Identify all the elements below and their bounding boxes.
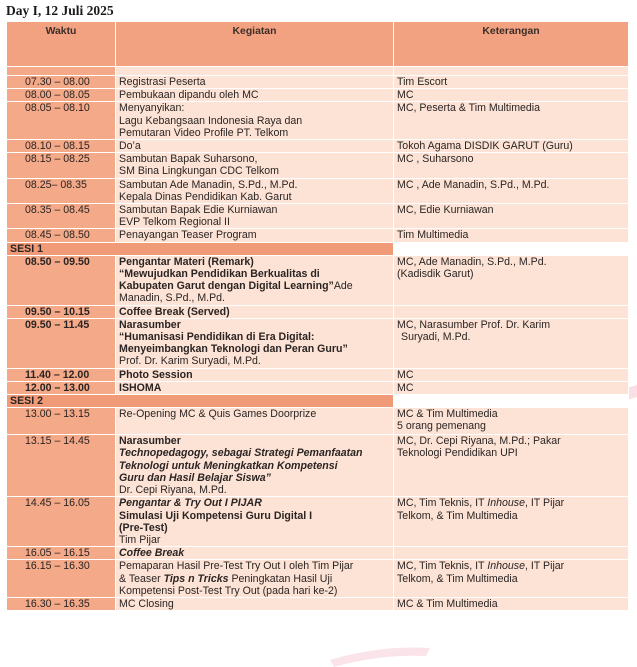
note-cell: MC, Ade Manadin, S.Pd., M.Pd. (Kadisdik Garut) [394,255,629,305]
activity-cell [116,318,394,368]
table-row [7,255,629,305]
activity-line: Teknologi untuk Meningkatkan Kompetensi [119,459,338,472]
activity-cell: ISHOMA [116,381,394,394]
activity-cell [116,204,394,229]
activity-cell [116,255,394,305]
header-kegiatan: Kegiatan [116,22,394,67]
table-row [7,89,629,102]
table-row [7,102,629,140]
activity-line: “Mewujudkan Pendidikan Berkualitas di [119,268,320,281]
activity-line: Pengantar & Try Out I PIJAR [119,497,262,510]
table-row [7,368,629,381]
time-cell: 08.10 – 08.15 [7,140,116,153]
time-cell: 12.00 – 13.00 [7,381,116,394]
activity-line: SM Bina Lingkungan CDC Telkom [119,165,279,178]
time-cell: 08.15 – 08.25 [7,153,116,178]
table-row [7,560,629,598]
activity-line: Menyanyikan: [119,102,185,115]
time-cell: 08.35 – 08.45 [7,204,116,229]
time-cell: 08.05 – 08.10 [7,102,116,140]
activity-cell: Penayangan Teaser Program [116,229,394,242]
table-row [7,547,629,560]
table-row [7,229,629,242]
table-row [7,318,629,368]
activity-cell: Re-Opening MC & Quis Games Doorprize [116,408,394,435]
activity-cell: Photo Session [116,368,394,381]
activity-line: “Humanisasi Pendidikan di Era Digital: [119,331,315,344]
activity-line: Sambutan Bapak Suharsono, [119,153,258,166]
activity-cell [116,560,394,598]
activity-line: Simulasi Uji Kompetensi Guru Digital I [119,509,313,522]
activity-line: Sambutan Bapak Edie Kurniawan [119,204,278,217]
activity-line: Kepala Dinas Pendidikan Kab. Garut [119,190,292,203]
activity-cell [116,102,394,140]
time-cell: 08.50 – 09.50 [7,255,116,305]
activity-line: Prof. Dr. Karim Suryadi, M.Pd. [119,355,261,368]
note-cell [394,547,629,560]
session-row [7,395,629,408]
activity-line: Pemutaran Video Profile PT. Telkom [119,126,289,139]
time-cell: 13.00 – 13.15 [7,408,116,435]
activity-line: Kabupaten Garut dengan Digital Learning”Ade [119,280,353,293]
table-header-row [7,22,629,67]
note-cell: MC, Peserta & Tim Multimedia [394,102,629,140]
activity-cell [116,153,394,178]
header-keterangan: Keterangan [394,22,629,67]
time-cell: 08.45 – 08.50 [7,229,116,242]
note-cell: MC, Narasumber Prof. Dr. Karim Suryadi, M.Pd. [394,318,629,368]
activity-cell [116,435,394,497]
activity-cell [116,497,394,547]
time-cell: 09.50 – 11.45 [7,318,116,368]
activity-line: Lagu Kebangsaan Indonesia Raya dan [119,114,303,127]
header-waktu: Waktu [7,22,116,67]
note-cell: MC, Edie Kurniawan [394,204,629,229]
activity-cell: MC Closing [116,597,394,610]
activity-line: Pengantar Materi (Remark) [119,255,254,268]
page-title: Day I, 12 Juli 2025 [6,3,114,18]
table-row [7,153,629,178]
note-cell: MC [394,89,629,102]
activity-line: Dr. Cepi Riyana, M.Pd. [119,484,227,497]
table-row [7,305,629,318]
table-row [7,76,629,89]
note-cell: MC & Tim Multimedia [394,597,629,610]
table-row [7,497,629,547]
time-cell: 07.30 – 08.00 [7,76,116,89]
table-row [7,204,629,229]
time-cell: 08.25– 08.35 [7,178,116,203]
note-cell: Tim Escort [394,76,629,89]
note-cell: Tim Multimedia [394,229,629,242]
note-cell: MC [394,368,629,381]
session-row [7,242,629,255]
activity-line: Kompetensi Post-Test Try Out (pada hari ke-2) [119,584,338,597]
activity-cell: Registrasi Peserta [116,76,394,89]
schedule-table [6,21,629,611]
table-row [7,408,629,435]
activity-line: Sambutan Ade Manadin, S.Pd., M.Pd. [119,178,298,191]
activity-line: Narasumber [119,318,181,331]
note-cell: MC, Dr. Cepi Riyana, M.Pd.; Pakar Teknologi Pendidikan UPI [394,435,629,497]
note-cell: MC & Tim Multimedia 5 orang pemenang [394,408,629,435]
activity-line: Guru dan Hasil Belajar Siswa” [119,471,271,484]
activity-line: Tim Pijar [119,533,161,546]
spacer-row [7,67,629,76]
table-row [7,381,629,394]
note-cell [394,305,629,318]
activity-line: & Teaser Tips n Tricks Peningkatan Hasil Uji [119,572,333,585]
activity-cell: Coffee Break (Served) [116,305,394,318]
activity-line: Narasumber [119,435,181,448]
activity-line: EVP Telkom Regional II [119,216,230,229]
note-cell: Tokoh Agama DISDIK GARUT (Guru) [394,140,629,153]
note-cell: MC, Tim Teknis, IT Inhouse, IT Pijar Telkom, & Tim Multimedia [394,560,629,598]
activity-cell: Do’a [116,140,394,153]
time-cell: 16.15 – 16.30 [7,560,116,598]
activity-line: (Pre-Test) [119,521,168,534]
table-row [7,140,629,153]
activity-line: Menyeimbangkan Teknologi dan Peran Guru” [119,343,348,356]
table-row [7,435,629,497]
note-cell: MC , Suharsono [394,153,629,178]
time-cell: 09.50 – 10.15 [7,305,116,318]
activity-cell: Coffee Break [116,547,394,560]
time-cell: 16.05 – 16.15 [7,547,116,560]
activity-cell [116,178,394,203]
activity-cell: Pembukaan dipandu oleh MC [116,89,394,102]
activity-line: Technopedagogy, sebagai Strategi Pemanfaatan [119,447,363,460]
time-cell: 14.45 – 16.05 [7,497,116,547]
time-cell: 13.15 – 14.45 [7,435,116,497]
note-cell: MC, Tim Teknis, IT Inhouse, IT Pijar Telkom, & Tim Multimedia [394,497,629,547]
table-row [7,597,629,610]
time-cell: 11.40 – 12.00 [7,368,116,381]
session-label: SESI 2 [7,395,394,408]
time-cell: 16.30 – 16.35 [7,597,116,610]
activity-line: Pemaparan Hasil Pre-Test Try Out I oleh Tim Pijar [119,560,354,573]
activity-line: Manadin, S.Pd., M.Pd. [119,292,225,305]
note-cell: MC , Ade Manadin, S.Pd., M.Pd. [394,178,629,203]
session-label: SESI 1 [7,242,394,255]
table-row [7,178,629,203]
time-cell: 08.00 – 08.05 [7,89,116,102]
note-cell: MC [394,381,629,394]
